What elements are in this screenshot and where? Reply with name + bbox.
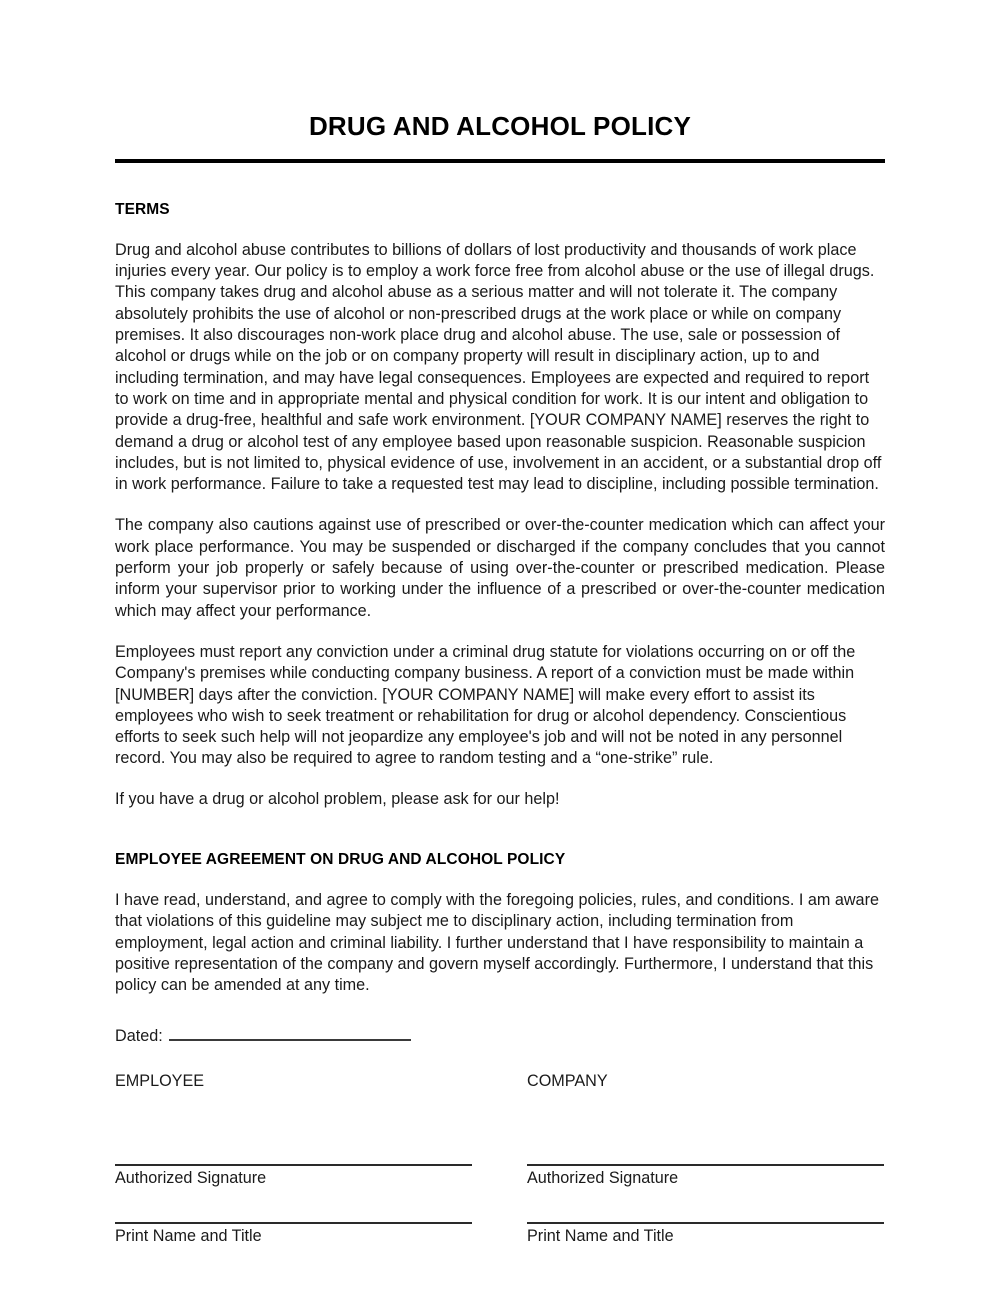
- document-content: [115, 0, 885, 1248]
- company-column-label: COMPANY: [527, 1071, 608, 1090]
- authorized-signature-row: [115, 1164, 885, 1189]
- employee-signature-caption: Authorized Signature: [115, 1169, 267, 1188]
- terms-heading: TERMS: [115, 200, 170, 218]
- dated-label: Dated:: [115, 1026, 163, 1045]
- signature-party-row: [115, 1071, 885, 1092]
- employee-agreement-paragraph: I have read, understand, and agree to comply with the foregoing policies, rules, and conditions. I am aware that violations of this guideline may subject me to disciplinary action, including termination from employment, legal action and criminal liability. I further understand that I have responsibility to maintain a positive representation of the company and govern myself accordingly. Furthermore, I understand that this policy can be amended at any time.: [115, 891, 879, 995]
- dated-input-blank[interactable]: [169, 1026, 411, 1041]
- company-print-name-field[interactable]: [527, 1222, 884, 1247]
- title-divider-rule: [115, 159, 885, 163]
- employee-agreement-heading: EMPLOYEE AGREEMENT ON DRUG AND ALCOHOL POLICY: [115, 851, 566, 869]
- terms-paragraph-1: Drug and alcohol abuse contributes to billions of dollars of lost productivity and thousands of work place injuries every year. Our policy is to employ a work force free from alcohol abuse or the use of illegal drugs. This company takes drug and alcohol abuse as a serious matter and will not tolerate it. The company absolutely prohibits the use of alcohol or non-prescribed drugs at the work place or while on company premises. It also discourages non-work place drug and alcohol abuse. The use, sale or possession of alcohol or drugs while on the job or on company property will result in disciplinary action, up to and including termination, and may have legal consequences. Employees are expected and required to report to work on time and in appropriate mental and physical condition for work. It is our intent and obligation to provide a drug-free, healthful and safe work environment. [YOUR COMPANY NAME] reserves the right to demand a drug or alcohol test of any employee based upon reasonable suspicion. Reasonable suspicion includes, but is not limited to, physical evidence of use, involvement in an accident, or a substantial drop off in work performance. Failure to take a requested test may lead to discipline, including possible termination.: [115, 240, 882, 494]
- company-print-name-caption: Print Name and Title: [527, 1227, 674, 1246]
- company-column: [527, 1071, 884, 1092]
- employee-print-name-caption: Print Name and Title: [115, 1227, 262, 1246]
- employee-column-label: EMPLOYEE: [115, 1071, 205, 1090]
- signature-block: [115, 1071, 885, 1248]
- terms-paragraph-3: Employees must report any conviction under a criminal drug statute for violations occurring on or off the Company's premises while conducting company business. A report of a conviction must be made within [NUMBER] days after the conviction. [YOUR COMPANY NAME] will make every effort to assist its employees who wish to seek treatment or rehabilitation for drug or alcohol dependency. Conscientious efforts to seek such help will not jeopardize any employee's job and will not be noted in any personnel record. You may also be required to agree to random testing and a “one-strike” rule.: [115, 642, 856, 768]
- terms-paragraph-2: The company also cautions against use of prescribed or over-the-counter medication which can affect your work place performance. You may be suspended or discharged if the company concludes that you cannot perform your job properly or safely because of using over-the-counter or prescribed medication. Please inform your supervisor prior to working under the influence of a prescribed or over-the-counter medication which may affect your performance.: [115, 516, 885, 620]
- terms-paragraph-4: If you have a drug or alcohol problem, please ask for our help!: [115, 789, 560, 808]
- page-title: DRUG AND ALCOHOL POLICY: [308, 111, 692, 141]
- company-signature-caption: Authorized Signature: [527, 1169, 679, 1188]
- print-name-row: [115, 1222, 885, 1247]
- dated-row: [115, 1026, 885, 1047]
- employee-column: [115, 1071, 472, 1092]
- employee-print-name-field[interactable]: [115, 1222, 472, 1247]
- employee-signature-field[interactable]: [115, 1164, 472, 1189]
- company-signature-field[interactable]: [527, 1164, 884, 1189]
